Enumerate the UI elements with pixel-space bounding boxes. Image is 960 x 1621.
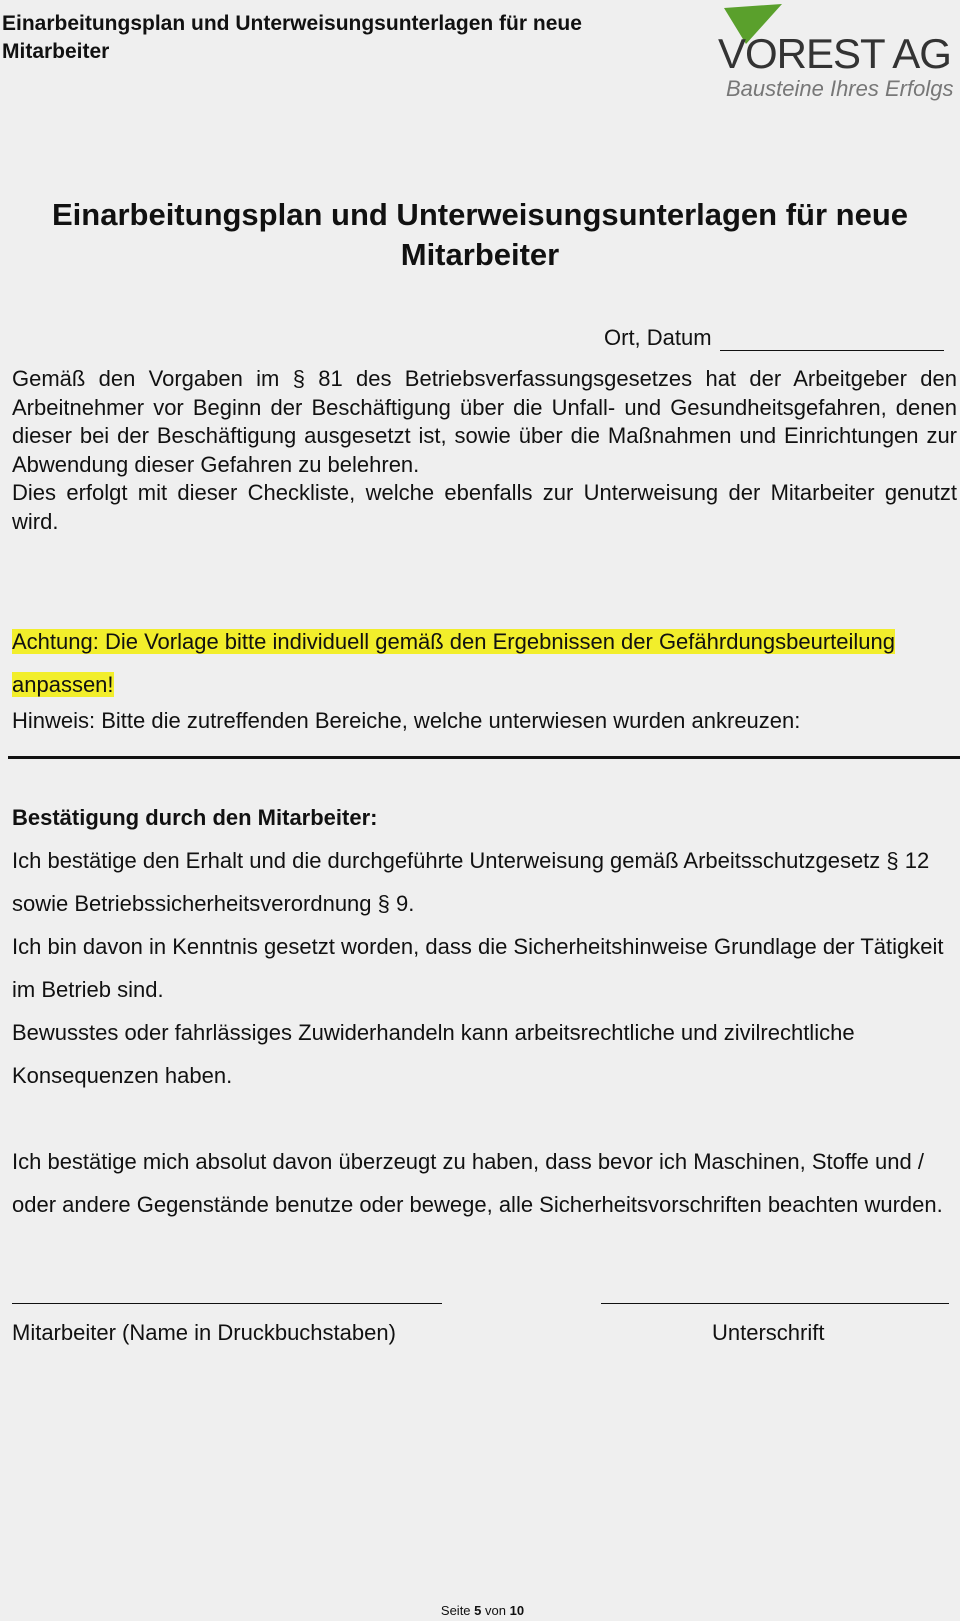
confirmation-paragraph: Ich bestätige den Erhalt und die durchgeführte Unterweisung gemäß Arbeitsschutzgesetz § 12 sowie Betriebssicherheitsverordnung § 9.	[12, 848, 930, 916]
divider	[8, 756, 960, 759]
header-title: Einarbeitungsplan und Unterweisungsunterlagen für neue Mitarbeiter	[2, 12, 582, 63]
confirmation-paragraph: Ich bin davon in Kenntnis gesetzt worden, dass die Sicherheitshinweise Grundlage der Tätigkeit im Betrieb sind.	[12, 934, 944, 1002]
confirmation-heading: Bestätigung durch den Mitarbeiter:	[12, 805, 378, 830]
intro-text	[12, 365, 957, 536]
place-date-blank[interactable]	[720, 326, 944, 351]
logo-name: VOREST AG	[718, 30, 951, 77]
attention-highlight: Achtung: Die Vorlage bitte individuell gemäß den Ergebnissen der Gefährdungsbeurteilung anpassen!	[12, 629, 896, 697]
intro-paragraph: Dies erfolgt mit dieser Checkliste, welche ebenfalls zur Unterweisung der Mitarbeiter genutzt wird.	[12, 480, 957, 534]
intro-paragraph: Gemäß den Vorgaben im § 81 des Betriebsverfassungsgesetzes hat der Arbeitgeber den Arbeitnehmer vor Beginn der Beschäftigung über die Unfall- und Gesundheitsgefahren, denen dieser bei der Beschäftigung ausgesetzt ist, sowie über die Maßnahmen und Einrichtungen zur Abwendung dieser Gefahren zu belehren.	[12, 366, 957, 477]
employee-confirmation	[12, 796, 952, 1226]
name-label: Mitarbeiter (Name in Druckbuchstaben)	[12, 1320, 396, 1345]
name-signature-line[interactable]	[12, 1303, 442, 1304]
total-pages: 10	[509, 1603, 525, 1618]
place-date-field[interactable]	[604, 325, 944, 351]
confirmation-paragraph: Bewusstes oder fahrlässiges Zuwiderhandeln kann arbeitsrechtliche und zivilrechtliche Konsequenzen haben.	[12, 1020, 855, 1088]
page-number	[0, 1603, 960, 1618]
logo-tagline: Bausteine Ihres Erfolgs	[726, 76, 954, 101]
spacer	[12, 1097, 952, 1140]
confirmation-paragraph: Ich bestätige mich absolut davon überzeugt zu haben, dass bevor ich Maschinen, Stoffe und / oder andere Gegenstände benutze oder bewege, alle Sicherheitsvorschriften beachten wurden.	[12, 1149, 943, 1217]
hint-text: Hinweis: Bitte die zutreffenden Bereiche, welche unterwiesen wurden ankreuzen:	[12, 708, 801, 733]
place-date-label: Ort, Datum	[604, 325, 712, 350]
page-title: Einarbeitungsplan und Unterweisungsunterlagen für neue Mitarbeiter	[51, 197, 909, 272]
company-logo	[718, 4, 958, 104]
page-separator: von	[485, 1603, 506, 1618]
page-prefix: Seite	[440, 1603, 471, 1618]
attention-note	[12, 620, 942, 706]
signature-label: Unterschrift	[712, 1320, 825, 1345]
current-page: 5	[474, 1603, 482, 1618]
signature-line[interactable]	[601, 1303, 949, 1304]
